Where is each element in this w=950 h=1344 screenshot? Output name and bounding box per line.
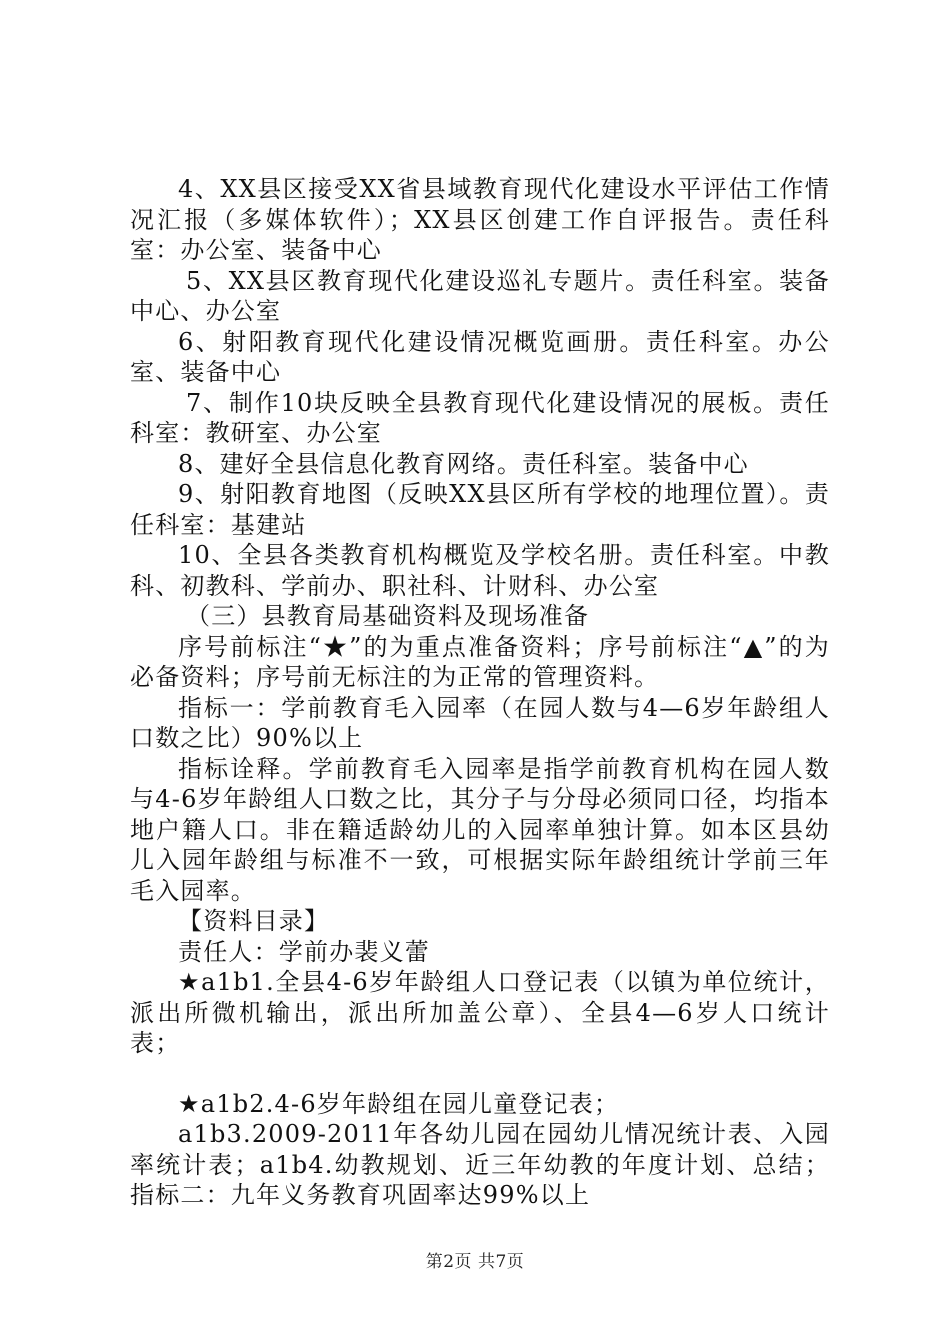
blank-line bbox=[130, 1059, 830, 1089]
page-number-footer: 第2页 共7页 bbox=[425, 1252, 525, 1272]
material-a1b2: ★a1b2.4-6岁年龄组在园儿童登记表； bbox=[178, 1089, 620, 1118]
marker-note: 序号前标注“★”的为重点准备资料；序号前标注“▲”的为必备资料；序号前无标注的为正常的管理资料。 bbox=[130, 632, 830, 691]
section-heading: （三）县教育局基础资料及现场准备 bbox=[186, 602, 590, 630]
paragraph-item-5: 5、XX县区教育现代化建设巡礼专题片。责任科室。装备中心、办公室 bbox=[130, 266, 830, 325]
paragraph-item-10: 10、全县各类教育机构概览及学校名册。责任科室。中教科、初教科、学前办、职社科、计财科、办公室 bbox=[130, 541, 830, 600]
paragraph-item-8: 8、建好全县信息化教育网络。责任科室。装备中心 bbox=[178, 449, 749, 478]
material-a1b3-a1b4: a1b3.2009-2011年各幼儿园在园幼儿情况统计表、入园率统计表；a1b4.幼教规划、近三年幼教的年度计划、总结；指标二：九年义务教育巩固率达99%以上 bbox=[130, 1120, 830, 1209]
paragraph-item-4: 4、XX县区接受XX省县域教育现代化建设水平评估工作情况汇报（多媒体软件）；XX县区创建工作自评报告。责任科室：办公室、装备中心 bbox=[130, 175, 830, 264]
paragraph-item-9: 9、射阳教育地图（反映XX县区所有学校的地理位置）。责任科室：基建站 bbox=[130, 480, 830, 539]
materials-catalog-heading: 【资料目录】 bbox=[178, 907, 330, 935]
indicator-explanation: 指标诠释。学前教育毛入园率是指学前教育机构在园人数与4-6岁年龄组人口数之比，其分子与分母必须同口径，均指本地户籍人口。非在籍适龄幼儿的入园率单独计算。如本区县幼儿入园年龄组与标准不一致，可根据实际年龄组统计学前三年毛入园率。 bbox=[130, 754, 830, 905]
paragraph-item-7: 7、制作10块反映全县教育现代化建设情况的展板。责任科室：教研室、办公室 bbox=[130, 388, 830, 447]
document-body bbox=[130, 174, 830, 1211]
responsible-person: 责任人：学前办裴义蕾 bbox=[178, 937, 430, 966]
paragraph-item-6: 6、射阳教育现代化建设情况概览画册。责任科室。办公室、装备中心 bbox=[130, 327, 830, 386]
material-a1b1: ★a1b1.全县4-6岁年龄组人口登记表（以镇为单位统计，派出所微机输出，派出所加盖公章）、全县4—6岁人口统计表； bbox=[130, 968, 830, 1057]
indicator-one-title: 指标一：学前教育毛入园率（在园人数与4—6岁年龄组人口数之比）90%以上 bbox=[130, 693, 830, 752]
